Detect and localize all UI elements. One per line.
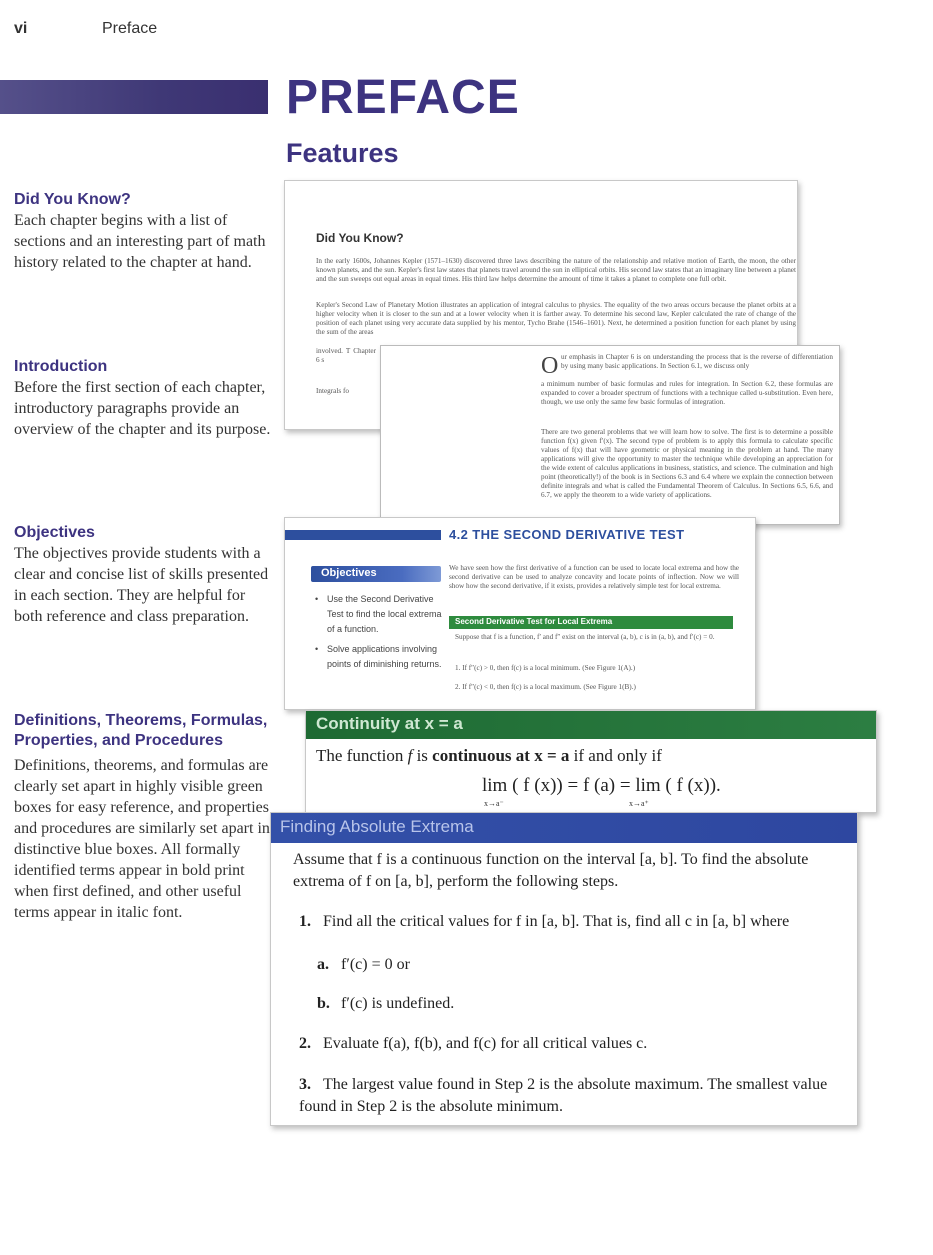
- sample-paragraph: Integrals fo: [316, 387, 349, 395]
- running-header: [14, 20, 158, 38]
- feature-introduction: [14, 357, 272, 440]
- objective-item: • Use the Second Derivative Test to find the local extrema of a function.: [315, 592, 445, 637]
- drop-cap: O: [541, 353, 559, 379]
- sample-paragraph: involved. T Chapter 6 s: [316, 347, 376, 364]
- theorem-label: Second Derivative Test for Local Extrema: [455, 617, 613, 626]
- theorem-item: 1. If f″(c) > 0, then f(c) is a local minimum. (See Figure 1(A).): [455, 664, 636, 672]
- section-intro: We have seen how the first derivative of a function can be used to locate local extrema and how the second derivative can be used to analyze concavity and locate points of inflection. Now we will show how the second derivative, if it exists, provides a relatively simple test for local extrema.: [449, 564, 739, 590]
- title-decor-bar: [0, 80, 268, 114]
- limit-subscript-right: x→a⁺: [629, 799, 649, 808]
- sample-paragraph: Kepler's Second Law of Planetary Motion illustrates an application of integral calculus to physics. The equality of the two areas occurs because the planet orbits at a higher velocity when it is closer to the sun and at a lower velocity when it is farther away. To determine his second law, Kepler calculated the rate of change of the position of each planet using very accurate data supplied by his mentor, Tycho Brahe (1546–1601). Next, he determined a position function for each planet by using the sum of the areas: [316, 301, 796, 336]
- objectives-label: Objectives: [321, 567, 377, 579]
- section-subtitle: Features: [286, 138, 399, 168]
- feature-text: Each chapter begins with a list of sections and an interesting part of math history related to the chapter at hand.: [14, 212, 266, 271]
- section-bar: [285, 530, 441, 540]
- procedure-step-3: 3. The largest value found in Step 2 is the absolute maximum. The smallest value found in Step 2 is the absolute minimum.: [299, 1076, 828, 1115]
- limit-formula: lim ( f (x)) = f (a) = lim ( f (x)).: [482, 775, 721, 796]
- feature-heading: Objectives: [14, 524, 95, 541]
- feature-text: Before the first section of each chapter, introductory paragraphs provide an overview of the chapter and its purpose.: [14, 379, 271, 438]
- procedure-step-1b: b. f′(c) is undefined.: [317, 995, 455, 1012]
- sample-paragraph: a minimum number of basic formulas and rules for integration. In Section 6.2, these formulas are expanded to cover a broader spectrum of functions with a technique called u-substitution. Even here, though, we use only the same few basic formulas of integration.: [541, 380, 833, 406]
- running-section: Preface: [102, 20, 158, 37]
- feature-heading: Did You Know?: [14, 191, 131, 208]
- feature-did-you-know: [14, 190, 272, 273]
- procedure-label: Finding Absolute Extrema: [280, 817, 474, 836]
- sample-paragraph: There are two general problems that we will learn how to solve. The first is to determine a possible function f(x) given f′(x). The second type of problem is to apply this formula to calculate specific values of f(x) that will have geometric or physical meaning in the problem at hand. The many applications will give the opportunity to master the technique while developing an appreciation for the wide extent of calculus applications in business, statistics, and science. The culmination and high point (theoretically!) of the book is in Sections 6.3 and 6.4 where we explain the connection between definite integrals and what is called the Fundamental Theorem of Calculus. In Sections 6.5, 6.6, and 6.7, we apply the theorem to a wide variety of applications.: [541, 428, 833, 499]
- feature-text: The objectives provide students with a clear and concise list of skills presented in each section. They are helpful for both reference and class preparation.: [14, 545, 269, 625]
- sample-paragraph: In the early 1600s, Johannes Kepler (1571–1630) discovered three laws describing the nature of the relationship and relative motion of Earth, the moon, the other known planets, and the sun. Kepler's first law states that planets travel around the sun in elliptical orbits. His second law states that an imaginary line between a planet and the sun sweeps out equal areas in equal times. His third law helps determine the amount of time it takes a planet to complete one full orbit.: [316, 257, 796, 283]
- procedure-step-1a: a. f′(c) = 0 or: [317, 956, 410, 973]
- absolute-extrema-procedure-box: [270, 812, 858, 1126]
- sample-introduction-card: [380, 345, 840, 525]
- sample-paragraph: ur emphasis in Chapter 6 is on understanding the process that is the reverse of differentiation by using many basic applications. In Section 6.1, we discuss only: [561, 353, 833, 370]
- sample-heading: Did You Know?: [316, 231, 404, 245]
- procedure-intro: Assume that f is a continuous function on the interval [a, b]. To find the absolute extrema of f on [a, b], perform the following steps.: [293, 851, 809, 890]
- section-heading: 4.2 THE SECOND DERIVATIVE TEST: [449, 527, 685, 542]
- theorem-item: 2. If f″(c) < 0, then f(c) is a local maximum. (See Figure 1(B).): [455, 683, 636, 691]
- objective-item: • Solve applications involving points of diminishing returns.: [315, 642, 445, 672]
- theorem-text: Suppose that f is a function, f′ and f″ exist on the interval (a, b), c is in (a, b), and f′(c) = 0.: [455, 633, 715, 641]
- feature-definitions: [14, 711, 272, 923]
- definition-statement: The function f is continuous at x = a if and only if: [316, 746, 662, 765]
- feature-heading: Introduction: [14, 358, 108, 375]
- objectives-list: [315, 592, 445, 677]
- continuity-definition-box: [305, 710, 877, 813]
- feature-heading: Definitions, Theorems, Formulas, Properties, and Procedures: [14, 712, 268, 749]
- feature-objectives: [14, 523, 272, 627]
- page-number: vi: [14, 20, 28, 37]
- page-title: PREFACE: [286, 71, 520, 124]
- limit-subscript-left: x→a⁻: [484, 799, 504, 808]
- definition-label: Continuity at x = a: [316, 714, 463, 733]
- sample-section-card: [284, 517, 756, 710]
- feature-text: Definitions, theorems, and formulas are clearly set apart in highly visible green boxes for easy reference, and properties and procedures are similarly set apart in distinctive blue boxes. All formally identified terms appear in bold print when first defined, and other useful terms appear in italic font.: [14, 757, 270, 921]
- procedure-step-1: 1. Find all the critical values for f in [a, b]. That is, find all c in [a, b] where: [299, 913, 790, 930]
- procedure-step-2: 2. Evaluate f(a), f(b), and f(c) for all critical values c.: [299, 1035, 648, 1052]
